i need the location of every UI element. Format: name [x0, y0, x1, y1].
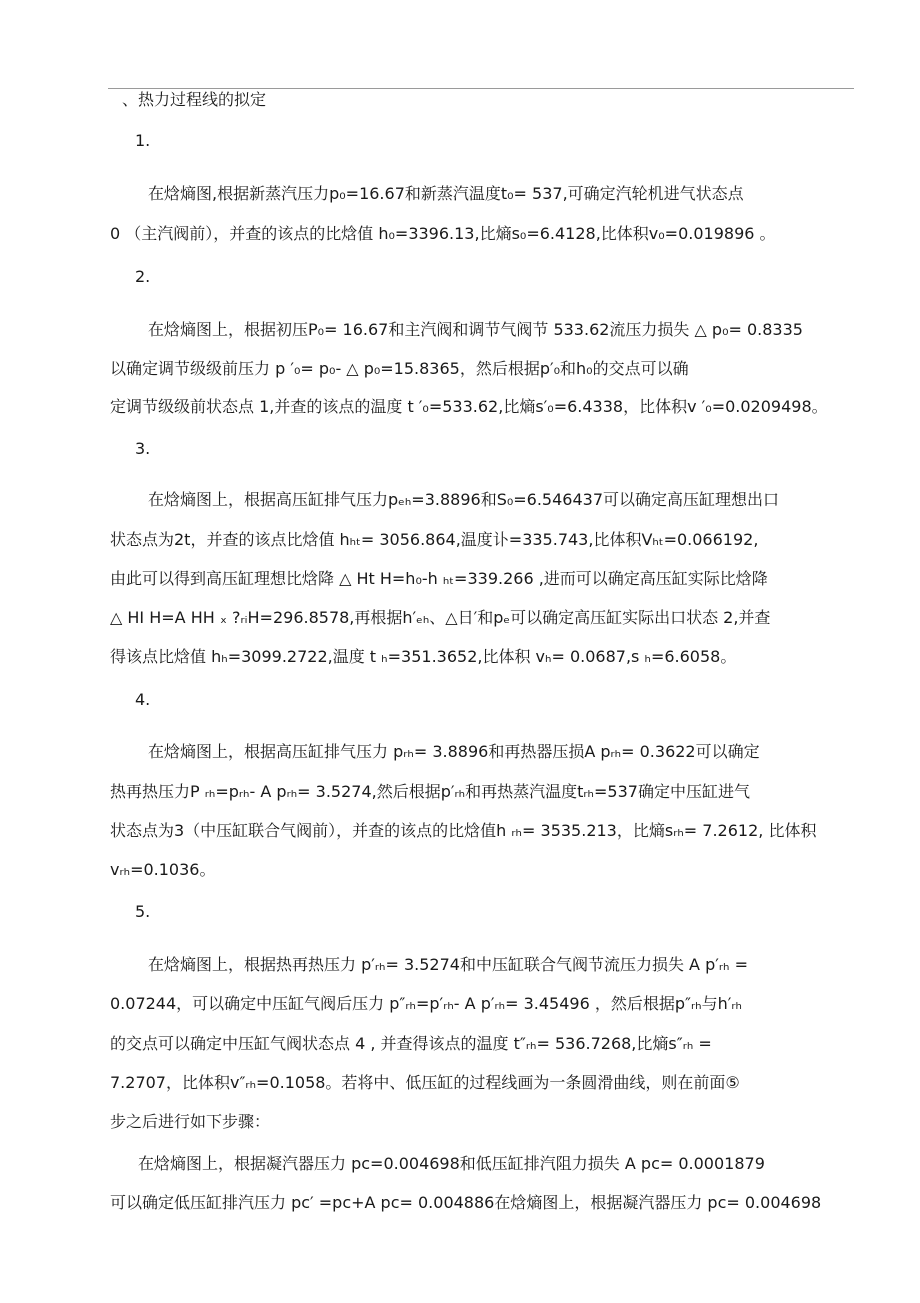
paragraph-line: 在焓熵图上，根据热再热压力 p′ᵣₕ= 3.5274和中压缸联合气阀节流压力损失 A p′ᵣₕ =	[148, 955, 748, 974]
paragraph-line: 得该点比焓值 hₕ=3099.2722,温度 t ₕ=351.3652,比体积 vₕ= 0.0687,s ₕ=6.6058。	[110, 647, 737, 666]
step-number-4: 4.	[135, 690, 151, 709]
paragraph-line: 定调节级级前状态点 1,并查的该点的温度 t ′₀=533.62,比熵s′₀=6.4338，比体积v ′₀=0.0209498。	[110, 397, 828, 416]
paragraph-line: 在焓熵图上，根据凝汽器压力 pc=0.004698和低压缸排汽阻力损失 A pc= 0.0001879	[138, 1154, 765, 1173]
step-number-2: 2.	[135, 267, 151, 286]
paragraph-line: 7.2707，比体积v″ᵣₕ=0.1058。若将中、低压缸的过程线画为一条圆滑曲线，则在前面⑤	[110, 1073, 740, 1092]
paragraph-line: 以确定调节级级前压力 p ′₀= p₀- △ p₀=15.8365，然后根据p′₀和h₀的交点可以确	[110, 359, 689, 378]
paragraph-line: 由此可以得到高压缸理想比焓降 △ Ht H=h₀-h ₕₜ=339.266 ,进而可以确定高压缸实际比焓降	[110, 569, 768, 588]
paragraph-line: 0 （主汽阀前），并查的该点的比焓值 h₀=3396.13,比熵s₀=6.4128,比体积v₀=0.019896 。	[110, 224, 776, 243]
paragraph-line: 在焓熵图上，根据高压缸排气压力pₑₕ=3.8896和S₀=6.546437可以确定高压缸理想出口	[148, 490, 780, 509]
paragraph-line: 状态点为3（中压缸联合气阀前），并查的该点的比焓值h ᵣₕ= 3535.213，比熵sᵣₕ= 7.2612, 比体积	[110, 821, 817, 840]
header-rule	[108, 88, 854, 89]
paragraph-line: 在焓熵图上，根据初压P₀= 16.67和主汽阀和调节气阀节 533.62流压力损失 △ p₀= 0.8335	[148, 320, 803, 339]
paragraph-line: 0.07244，可以确定中压缸气阀后压力 p″ᵣₕ=p′ᵣₕ- A p′ᵣₕ= 3.45496 ，然后根据p″ᵣₕ与h′ᵣₕ	[110, 994, 742, 1013]
step-number-1: 1.	[135, 131, 151, 150]
paragraph-line: 状态点为2t，并查的该点比焓值 hₕₜ= 3056.864,温度讣=335.743,比体积Vₕₜ=0.066192,	[110, 530, 759, 549]
paragraph-line: △ HI H=A HH ₓ ?ᵣᵢH=296.8578,再根据h′ₑₕ、△日′和pₑ可以确定高压缸实际出口状态 2,并查	[110, 608, 771, 627]
section-heading: 、热力过程线的拟定	[122, 90, 267, 109]
paragraph-line: 步之后进行如下步骤：	[110, 1112, 271, 1131]
paragraph-line: 热再热压力P ᵣₕ=pᵣₕ- A pᵣₕ= 3.5274,然后根据p′ᵣₕ和再热蒸汽温度tᵣₕ=537确定中压缸进气	[110, 782, 750, 801]
paragraph-line: vᵣₕ=0.1036。	[110, 860, 216, 879]
step-number-3: 3.	[135, 439, 151, 458]
paragraph-line: 在焓熵图,根据新蒸汽压力p₀=16.67和新蒸汽温度t₀= 537,可确定汽轮机进气状态点	[148, 184, 744, 203]
paragraph-line: 可以确定低压缸排汽压力 pc′ =pc+A pc= 0.004886在焓熵图上，根据凝汽器压力 pc= 0.004698	[110, 1193, 822, 1212]
paragraph-line: 在焓熵图上，根据高压缸排气压力 pᵣₕ= 3.8896和再热器压损A pᵣₕ= 0.3622可以确定	[148, 742, 760, 761]
paragraph-line: 的交点可以确定中压缸气阀状态点 4 , 并查得该点的温度 t″ᵣₕ= 536.7268,比熵s″ᵣₕ =	[110, 1034, 712, 1053]
step-number-5: 5.	[135, 902, 151, 921]
